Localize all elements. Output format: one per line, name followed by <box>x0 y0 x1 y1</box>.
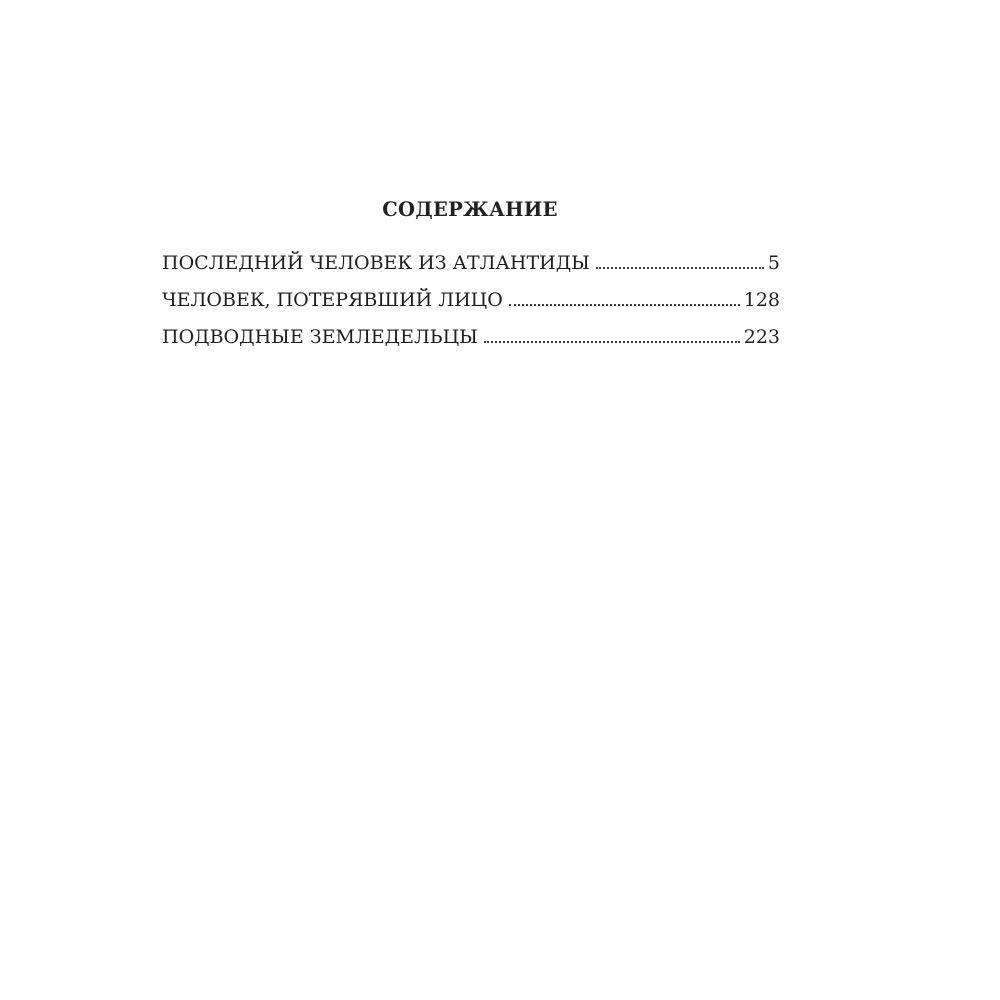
dot-leader <box>509 304 740 306</box>
toc-entry <box>162 289 780 326</box>
dot-leader <box>484 341 740 343</box>
toc-entry <box>162 252 780 289</box>
dot-leader <box>596 267 764 269</box>
toc-entry-page-number: 5 <box>767 252 780 274</box>
toc-entry-title: ПОСЛЕДНИЙ ЧЕЛОВЕК ИЗ АТЛАНТИДЫ <box>162 252 590 274</box>
toc-entry-page-number: 223 <box>743 326 780 348</box>
toc-entry-title: ЧЕЛОВЕК, ПОТЕРЯВШИЙ ЛИЦО <box>162 289 503 311</box>
toc-entry-title: ПОДВОДНЫЕ ЗЕМЛЕДЕЛЬЦЫ <box>162 326 478 348</box>
toc-list <box>162 252 780 363</box>
toc-entry-page-number: 128 <box>743 289 780 311</box>
toc-entry <box>162 326 780 363</box>
toc-heading: СОДЕРЖАНИЕ <box>382 198 558 221</box>
